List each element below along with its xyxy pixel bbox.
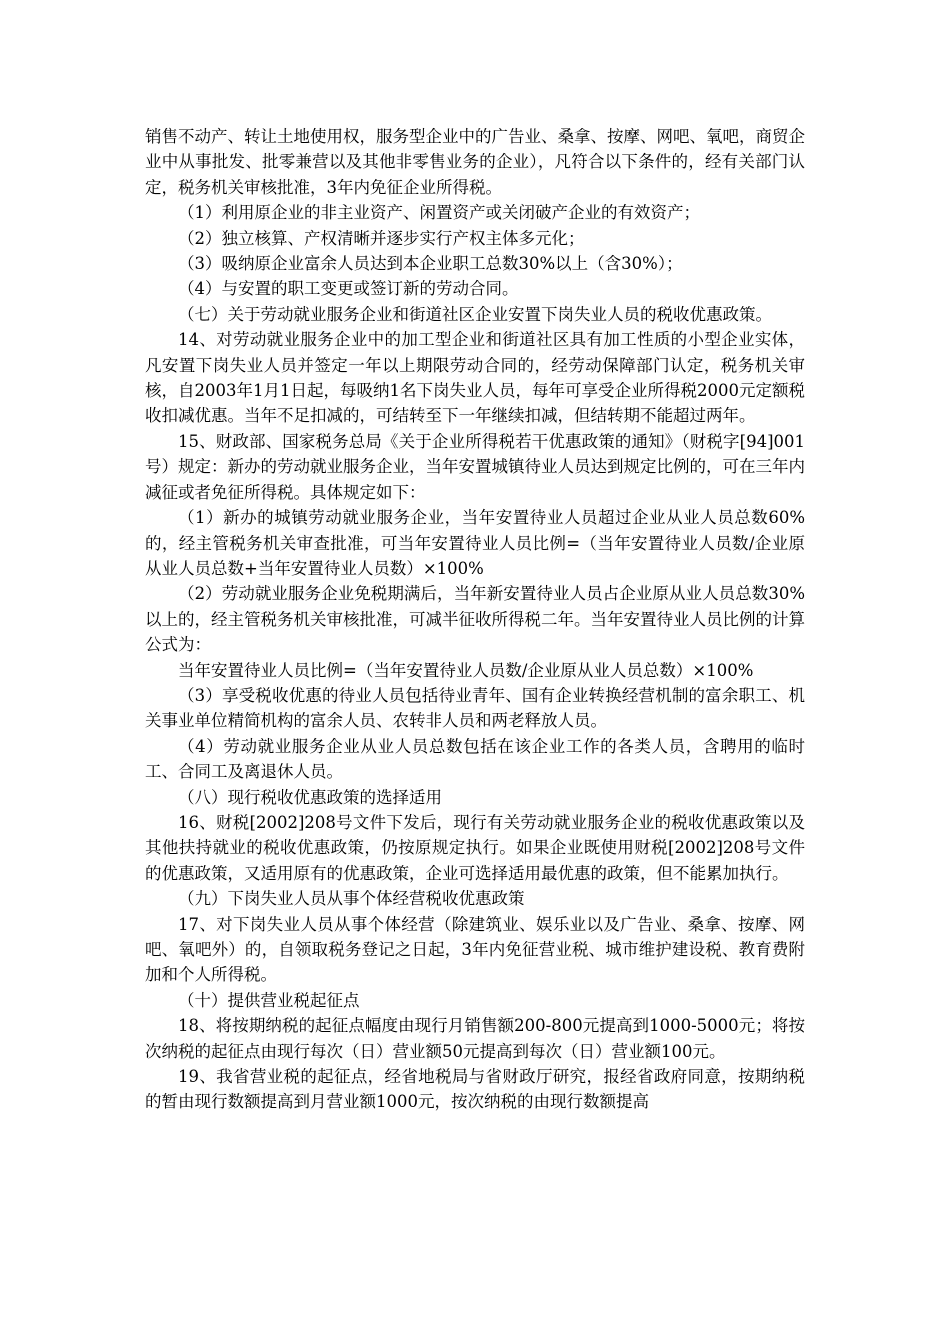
paragraph-item-15: 15、财政部、国家税务总局《关于企业所得税若干优惠政策的通知》（财税字[94]001号）规定：新办的劳动就业服务企业，当年安置城镇待业人员达到规定比例的，可在三年内减征或者免征所得税。具体规定如下： bbox=[145, 431, 805, 502]
section-heading-8: （八）现行税收优惠政策的选择适用 bbox=[178, 787, 442, 807]
paragraph-condition-1: （1）利用原企业的非主业资产、闲置资产或关闭破产企业的有效资产； bbox=[178, 203, 700, 223]
paragraph-item-19: 19、我省营业税的起征点，经省地税局与省财政厅研究，报经省政府同意，按期纳税的暂由现行数额提高到月营业额1000元，按次纳税的由现行数额提高 bbox=[145, 1067, 805, 1112]
paragraph-item-16: 16、财税[2002]208号文件下发后，现行有关劳动就业服务企业的税收优惠政策以及其他扶持就业的税收优惠政策，仍按原规定执行。如果企业既使用财税[2002]208号文件的优惠政策，又适用原有的优惠政策，企业可选择适用最优惠的政策，但不能累加执行。 bbox=[145, 812, 805, 883]
formula-line: 当年安置待业人员比例=（当年安置待业人员数/企业原从业人员总数）×100% bbox=[178, 660, 754, 680]
paragraph-item-15-4: （4）劳动就业服务企业从业人员总数包括在该企业工作的各类人员，含聘用的临时工、合同工及离退休人员。 bbox=[145, 736, 805, 782]
paragraph-condition-3: （3）吸纳原企业富余人员达到本企业职工总数30%以上（含30%）； bbox=[178, 254, 683, 274]
paragraph-item-14: 14、对劳动就业服务企业中的加工型企业和街道社区具有加工性质的小型企业实体，凡安置下岗失业人员并签定一年以上期限劳动合同的，经劳动保障部门认定，税务机关审核，自2003年1月1日起，每吸纳1名下岗失业人员，每年可享受企业所得税2000元定额税收扣减优惠。当年不足扣减的，可结转至下一年继续扣减，但结转期不能超过两年。 bbox=[145, 330, 805, 426]
paragraph-condition-2: （2）独立核算、产权清晰并逐步实行产权主体多元化； bbox=[178, 228, 585, 248]
document-body bbox=[145, 124, 805, 1115]
paragraph-item-15-2: （2）劳动就业服务企业免税期满后，当年新安置待业人员占企业原从业人员总数30%以上的，经主管税务机关审核批准，可减半征收所得税二年。当年安置待业人员比例的计算公式为： bbox=[145, 584, 805, 655]
section-heading-9: （九）下岗失业人员从事个体经营税收优惠政策 bbox=[178, 889, 525, 909]
paragraph-item-18: 18、将按期纳税的起征点幅度由现行月销售额200-800元提高到1000-5000元；将按次纳税的起征点由现行每次（日）营业额50元提高到每次（日）营业额100元。 bbox=[145, 1016, 805, 1061]
paragraph-item-17: 17、对下岗失业人员从事个体经营（除建筑业、娱乐业以及广告业、桑拿、按摩、网吧、氧吧外）的，自领取税务登记之日起，3年内免征营业税、城市维护建设税、教育费附加和个人所得税。 bbox=[145, 914, 805, 985]
paragraph-item-15-3: （3）享受税收优惠的待业人员包括待业青年、国有企业转换经营机制的富余职工、机关事业单位精简机构的富余人员、农转非人员和两老释放人员。 bbox=[145, 685, 805, 731]
paragraph-condition-4: （4）与安置的职工变更或签订新的劳动合同。 bbox=[178, 279, 519, 299]
section-heading-7: （七）关于劳动就业服务企业和街道社区企业安置下岗失业人员的税收优惠政策。 bbox=[178, 304, 772, 324]
paragraph-item-15-1: （1）新办的城镇劳动就业服务企业，当年安置待业人员超过企业从业人员总数60%的，经主管税务机关审查批准，可当年安置待业人员比例=（当年安置待业人员数/企业原从业人员总数+当年安置待业人员数）×100% bbox=[145, 508, 805, 578]
paragraph-continuation: 销售不动产、转让土地使用权，服务型企业中的广告业、桑拿、按摩、网吧、氧吧，商贸企业中从事批发、批零兼营以及其他非零售业务的企业），凡符合以下条件的，经有关部门认定，税务机关审核批准，3年内免征企业所得税。 bbox=[145, 127, 805, 197]
section-heading-10: （十）提供营业税起征点 bbox=[178, 990, 360, 1010]
